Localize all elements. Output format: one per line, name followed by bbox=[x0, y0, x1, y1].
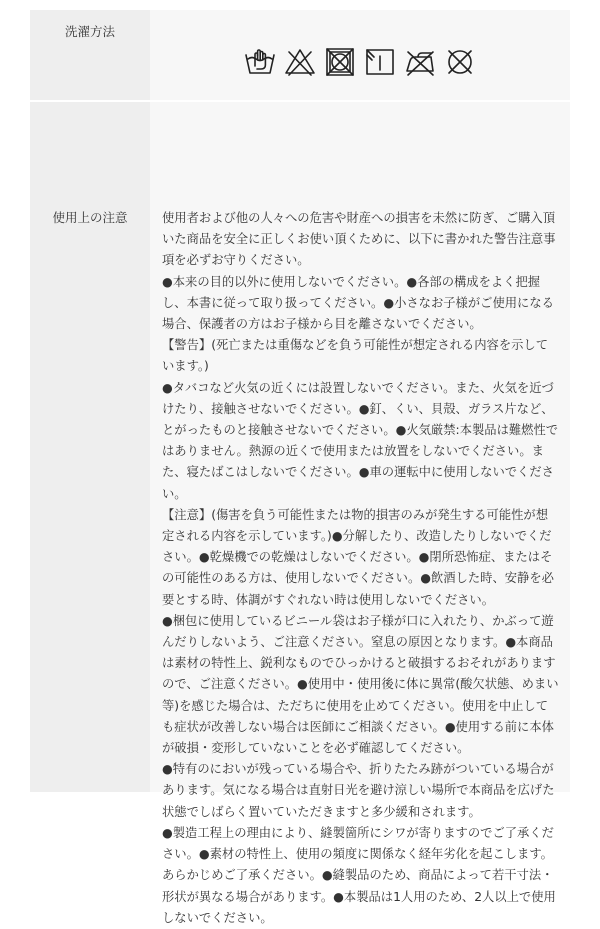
notes-paragraph: 使用者および他の人々への危害や財産への損害を未然に防ぎ、ご購入頂いた商品を安全に正しくお使い頂くために、以下に書かれた警告注意事項を必ずお守りください。 bbox=[162, 211, 556, 268]
notes-row bbox=[30, 102, 570, 925]
no-iron-icon bbox=[404, 46, 436, 78]
notes-paragraph: ●タバコなど火気の近くには設置しないでください。また、火気を近づけたり、接触させないでください。●釘、くい、貝殻、ガラス片など、とがったものと接触させないでください。●火気厳禁:本製品は難燃性ではありません。熱源の近くで使用または放置をしないでください。また、寝たばこはしないでください。●車の運転中に使用しないでください。 bbox=[162, 380, 559, 501]
no-dry-clean-icon bbox=[444, 46, 476, 78]
no-tumble-dry-icon bbox=[324, 46, 356, 78]
notes-paragraph: ●製造工程上の理由により、縫製箇所にシワが寄りますのでご了承ください。●素材の特性上、使用の頻度に関係なく経年劣化を起こします。あらかじめご了承ください。●縫製品のため、商品によって若干寸法・形状が異なる場合があります。●本製品は1人用のため、2人以上で使用しないでください。 bbox=[162, 825, 556, 925]
notes-paragraph: ●特有のにおいが残っている場合や、折りたたみ跡がついている場合があります。気になる場合は直射日光を避け涼しい場所で本商品を広げた状態でしばらく置いていただきますと多少緩和されます。 bbox=[162, 762, 555, 819]
care-row bbox=[30, 10, 570, 100]
hand-wash-icon bbox=[244, 46, 276, 78]
line-dry-shade-icon bbox=[364, 46, 396, 78]
care-symbols bbox=[244, 46, 484, 78]
notes-label: 使用上の注意 bbox=[30, 102, 150, 792]
notes-paragraph: ●本来の目的以外に使用しないでください。●各部の構成をよく把握し、本書に従って取り扱ってください。●小さなお子様がご使用になる場合、保護者の方はお子様から目を離さないでください。 bbox=[162, 274, 554, 332]
care-label: 洗濯方法 bbox=[30, 10, 150, 100]
notes-text bbox=[150, 102, 570, 929]
care-cell bbox=[150, 10, 570, 100]
notes-paragraph: 【警告】(死亡または重傷などを負う可能性が想定される内容を示しています。) bbox=[162, 338, 549, 374]
notes-paragraph: 【注意】(傷害を負う可能性または物的損害のみが発生する可能性が想定される内容を示しています。)●分解したり、改造したりしないでください。●乾燥機での乾燥はしないでください。●閉所恐怖症、またはその可能性のある方は、使用しないでください。●飲酒した時、安静を必要とする時、体調がすぐれない時は使用しないでください。 bbox=[162, 507, 554, 607]
notes-cell bbox=[150, 102, 570, 925]
product-info-table bbox=[30, 10, 570, 925]
no-bleach-icon bbox=[284, 46, 316, 78]
notes-paragraph: ●梱包に使用しているビニール袋はお子様が口に入れたり、かぶって遊んだりしないよう、ご注意ください。窒息の原因となります。●本商品は素材の特性上、鋭利なものでひっかけると破損するおそれがありますので、ご注意ください。●使用中・使用後に体に異常(酸欠状態、めまい等)を感じた場合は、ただちに使用を止めてください。使用を中止しても症状が改善しない場合は医師にご相談ください。●使用する前に本体が破損・変形していないことを必ず確認してください。 bbox=[162, 613, 559, 756]
